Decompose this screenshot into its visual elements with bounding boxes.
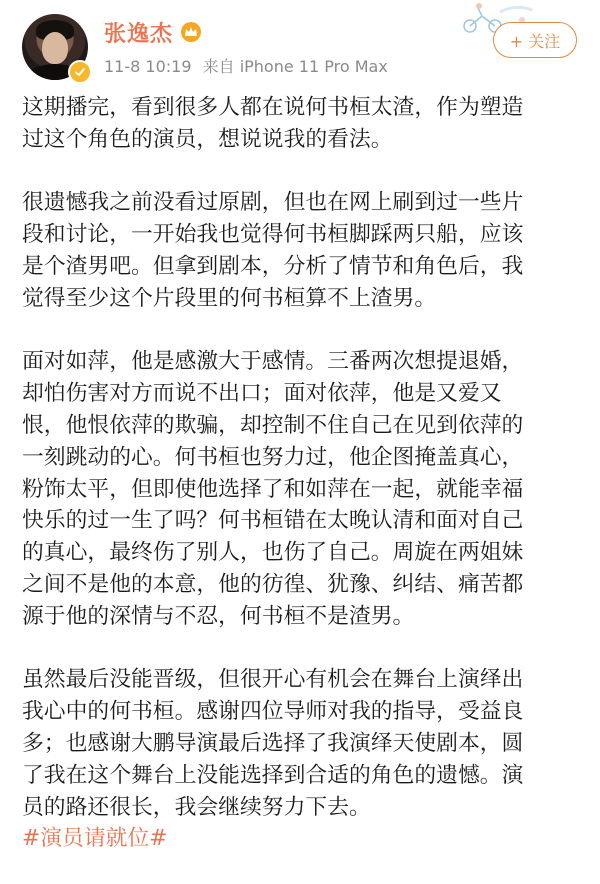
post-line: 很遗憾我之前没看过原剧，但也在网上刷到过一些片 [22, 190, 524, 216]
post-line: 却怕伤害对方而说不出口；面对依萍，他是又爱又 [22, 381, 502, 407]
post-line: 员的路还很长，我会继续努力下去。 [22, 794, 371, 820]
post-paragraph [22, 187, 584, 314]
post-header [0, 0, 600, 90]
post-meta [104, 54, 394, 77]
checkmark-icon [74, 66, 86, 78]
post-line: 源于他的深情与不忍，何书桓不是渣男。 [22, 603, 415, 629]
post-line: 面对如萍，他是感激大于感情。三番两次想提退婚， [22, 349, 524, 375]
post-line: 了我在这个舞台上没能选择到合适的角色的遗憾。演 [22, 762, 524, 788]
post-line: 过这个角色的演员，想说说我的看法。 [22, 126, 393, 152]
post-timestamp: 11-8 10:19 [104, 57, 192, 76]
verified-badge-icon [68, 60, 92, 84]
post-line: 粉饰太平，但即使他选择了和如萍在一起，就能幸福 [22, 476, 524, 502]
post-line: 之间不是他的本意，他的彷徨、犹豫、纠结、痛苦都 [22, 571, 524, 597]
author-name[interactable]: 张逸杰 [104, 22, 174, 47]
post-line: 这期播完，看到很多人都在说何书桓太渣，作为塑造 [22, 95, 524, 120]
crown-icon [181, 22, 201, 42]
post-body [22, 92, 584, 855]
post-line: 快乐的过一生了吗？何书桓错在太晚认清和面对自己 [22, 508, 524, 534]
follow-button[interactable]: + 关注 [493, 22, 577, 58]
post-paragraph [22, 664, 584, 855]
post-paragraph [22, 92, 584, 156]
post-source: 来自 iPhone 11 Pro Max [202, 57, 388, 76]
post-line: 觉得至少这个片段里的何书桓算不上渣男。 [22, 285, 437, 311]
hashtag-link[interactable]: #演员请就位# [22, 826, 168, 852]
post-line: 我心中的何书桓。感谢四位导师对我的指导，受益良 [22, 699, 524, 725]
post-line: 一刻跳动的心。何书桓也努力过，他企图掩盖真心， [22, 444, 524, 470]
post-line: 段和讨论，一开始我也觉得何书桓脚踩两只船，应该 [22, 222, 524, 248]
post-line: 的真心，最终伤了别人，也伤了自己。周旋在两姐妹 [22, 540, 524, 566]
post-line: 虽然最后没能晋级，但很开心有机会在舞台上演绎出 [22, 667, 524, 693]
post-line: 是个渣男吧。但拿到剧本，分析了情节和角色后，我 [22, 253, 524, 279]
crown-shape [184, 26, 198, 38]
post-paragraph [22, 346, 584, 632]
post-line: 多；也感谢大鹏导演最后选择了我演绎天使剧本，圆 [22, 730, 524, 756]
post-line: 恨，他恨依萍的欺骗，却控制不住自己在见到依萍的 [22, 412, 524, 438]
avatar-face [42, 32, 68, 64]
